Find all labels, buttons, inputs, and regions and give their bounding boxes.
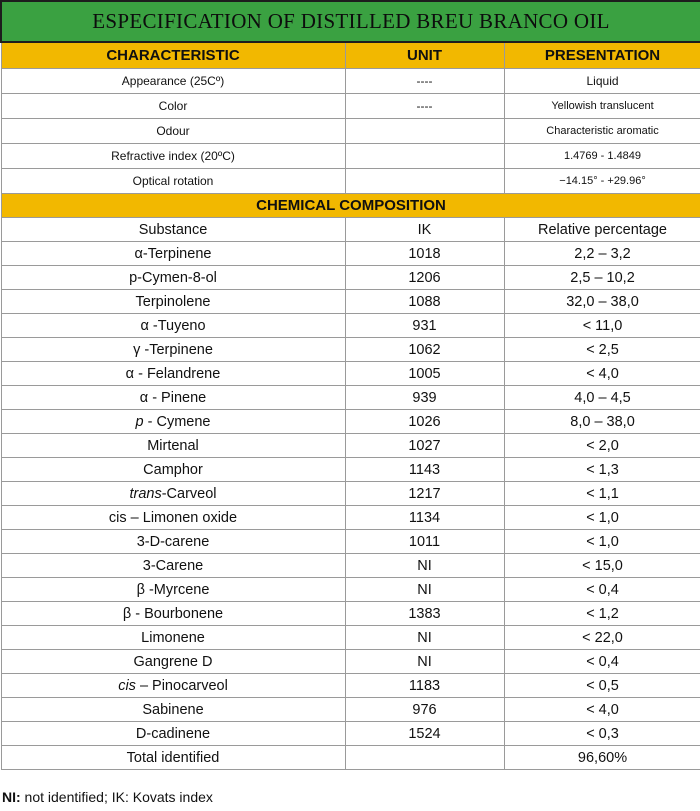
composition-row [1,698,700,722]
composition-row [1,362,700,386]
substance-rest: -Carveol [161,485,217,502]
title-row [1,1,700,42]
substance-name: γ -Terpinene [1,338,345,362]
substance-name: Sabinene [1,698,345,722]
substance-relative-percentage: < 4,0 [504,698,700,722]
substance-relative-percentage: < 1,0 [504,530,700,554]
substance-name [1,674,345,698]
table-title: ESPECIFICATION OF DISTILLED BREU BRANCO OIL [1,1,700,42]
composition-row [1,530,700,554]
substance-ik: 931 [345,314,504,338]
composition-row [1,434,700,458]
characteristic-unit [345,144,504,169]
characteristic-unit: ---- [345,69,504,94]
substance-ik: 1524 [345,722,504,746]
characteristic-name: Appearance (25Cº) [1,69,345,94]
characteristic-row [1,94,700,119]
composition-row [1,458,700,482]
substance-relative-percentage: < 0,5 [504,674,700,698]
characteristic-value: Liquid [504,69,700,94]
characteristic-row [1,144,700,169]
footnote-ni-label: NI: [2,789,21,805]
substance-name: Mirtenal [1,434,345,458]
substance-ik: 1005 [345,362,504,386]
substance-ik: 1134 [345,506,504,530]
substance-ik: 1183 [345,674,504,698]
characteristic-value: Yellowish translucent [504,94,700,119]
substance-name: Terpinolene [1,290,345,314]
substance-name [1,410,345,434]
substance-ik: 1206 [345,266,504,290]
substance-ik: NI [345,554,504,578]
characteristic-unit [345,119,504,144]
total-ik [345,746,504,770]
substance-ik: 1027 [345,434,504,458]
composition-columns-row [1,218,700,242]
composition-row [1,554,700,578]
substance-relative-percentage: 4,0 – 4,5 [504,386,700,410]
composition-header-row [1,194,700,218]
characteristic-unit: ---- [345,94,504,119]
substance-ik: 1018 [345,242,504,266]
substance-ik: 1026 [345,410,504,434]
substance-ik: NI [345,650,504,674]
header-characteristic: CHARACTERISTIC [1,42,345,69]
substance-relative-percentage: < 4,0 [504,362,700,386]
substance-name: 3-D-carene [1,530,345,554]
column-relative: Relative percentage [504,218,700,242]
characteristic-value: −14.15° - +29.96° [504,169,700,194]
substance-relative-percentage: < 2,0 [504,434,700,458]
characteristic-row [1,69,700,94]
substance-relative-percentage: < 0,4 [504,650,700,674]
substance-prefix: cis [118,677,136,694]
composition-row [1,626,700,650]
substance-relative-percentage: < 11,0 [504,314,700,338]
substance-name: cis – Limonen oxide [1,506,345,530]
composition-row [1,722,700,746]
composition-row [1,674,700,698]
column-ik: IK [345,218,504,242]
composition-row [1,482,700,506]
composition-row [1,506,700,530]
composition-row [1,266,700,290]
substance-name: α - Pinene [1,386,345,410]
total-percentage: 96,60% [504,746,700,770]
substance-rest: - Cymene [143,413,211,430]
composition-header: CHEMICAL COMPOSITION [1,194,700,218]
characteristic-name: Refractive index (20ºC) [1,144,345,169]
substance-name: Camphor [1,458,345,482]
substance-relative-percentage: < 15,0 [504,554,700,578]
substance-relative-percentage: 8,0 – 38,0 [504,410,700,434]
footnote-text: not identified; IK: Kovats index [20,789,213,805]
substance-name [1,482,345,506]
substance-name: p-Cymen-8-ol [1,266,345,290]
substance-relative-percentage: < 22,0 [504,626,700,650]
substance-ik: 1088 [345,290,504,314]
substance-ik: 976 [345,698,504,722]
total-label: Total identified [1,746,345,770]
characteristic-header-row [1,42,700,69]
header-unit: UNIT [345,42,504,69]
characteristic-name: Color [1,94,345,119]
characteristic-row [1,169,700,194]
composition-row [1,602,700,626]
substance-relative-percentage: < 0,3 [504,722,700,746]
substance-relative-percentage: < 1,1 [504,482,700,506]
substance-ik: 1011 [345,530,504,554]
substance-ik: NI [345,626,504,650]
substance-ik: NI [345,578,504,602]
composition-row [1,338,700,362]
substance-ik: 1143 [345,458,504,482]
characteristic-value: 1.4769 - 1.4849 [504,144,700,169]
substance-name: α -Tuyeno [1,314,345,338]
substance-relative-percentage: 32,0 – 38,0 [504,290,700,314]
composition-row [1,242,700,266]
composition-row [1,386,700,410]
substance-relative-percentage: < 1,2 [504,602,700,626]
substance-name: 3-Carene [1,554,345,578]
substance-relative-percentage: < 2,5 [504,338,700,362]
substance-relative-percentage: < 1,0 [504,506,700,530]
substance-prefix: p [135,413,144,430]
column-substance: Substance [1,218,345,242]
composition-row [1,314,700,338]
footnote [2,789,213,805]
composition-row [1,578,700,602]
composition-row [1,650,700,674]
substance-ik: 1383 [345,602,504,626]
header-presentation: PRESENTATION [504,42,700,69]
substance-name: β - Bourbonene [1,602,345,626]
composition-row [1,290,700,314]
substance-ik: 1062 [345,338,504,362]
composition-row [1,410,700,434]
substance-rest: – Pinocarveol [135,677,228,694]
substance-relative-percentage: 2,2 – 3,2 [504,242,700,266]
characteristic-name: Odour [1,119,345,144]
substance-name: α - Felandrene [1,362,345,386]
substance-relative-percentage: < 1,3 [504,458,700,482]
substance-name: β -Myrcene [1,578,345,602]
characteristic-unit [345,169,504,194]
substance-name: Gangrene D [1,650,345,674]
substance-ik: 939 [345,386,504,410]
substance-prefix: trans [129,485,162,502]
total-row [1,746,700,770]
substance-name: D-cadinene [1,722,345,746]
substance-relative-percentage: < 0,4 [504,578,700,602]
substance-relative-percentage: 2,5 – 10,2 [504,266,700,290]
characteristic-name: Optical rotation [1,169,345,194]
substance-name: Limonene [1,626,345,650]
substance-name: α-Terpinene [1,242,345,266]
substance-ik: 1217 [345,482,504,506]
characteristic-row [1,119,700,144]
characteristic-value: Characteristic aromatic [504,119,700,144]
